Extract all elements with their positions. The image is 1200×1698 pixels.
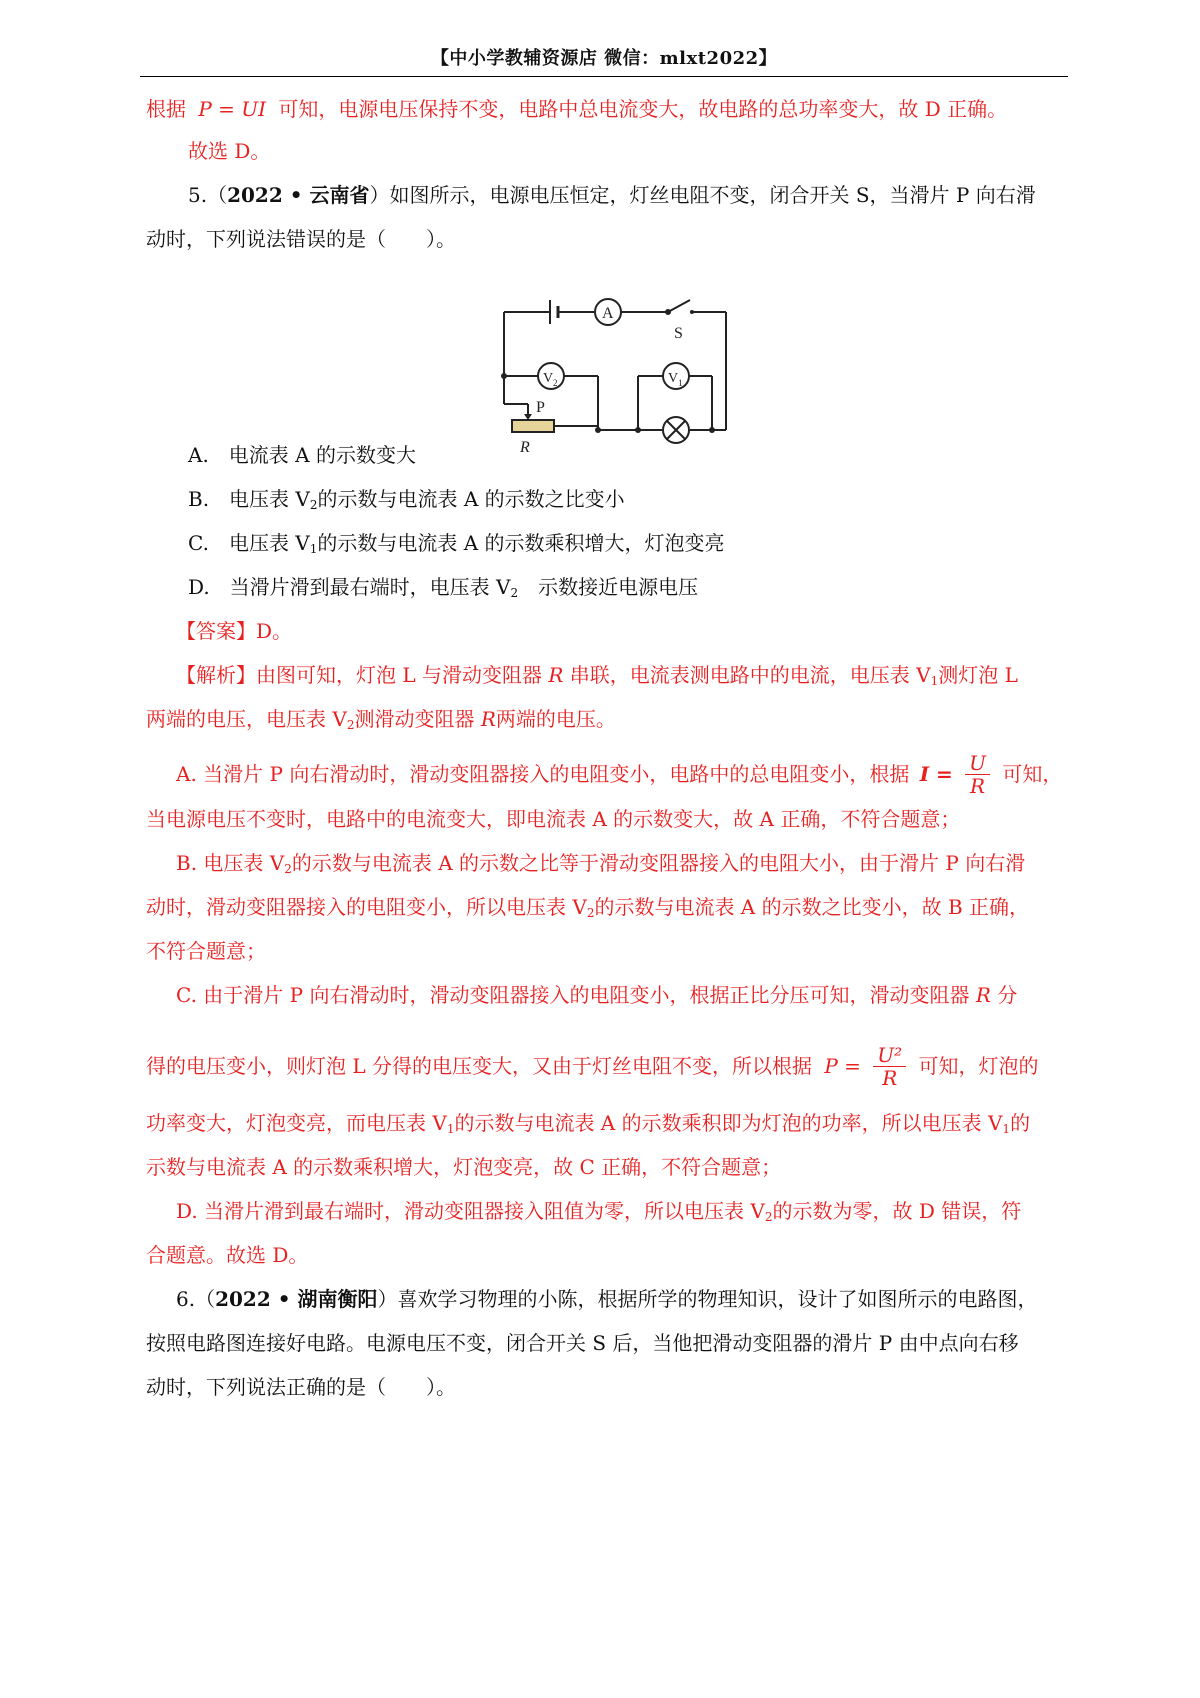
q5-answer <box>176 618 292 644</box>
q6-stem-line2: 按照电路图连接好电路。电源电压不变，闭合开关 S 后，当他把滑动变阻器的滑片 P 由中点向右移 <box>146 1331 1019 1355</box>
q5-analysis-line2: 两端的电压，电压表 $V_2$测滑动变阻器 R两端的电压。 <box>146 707 616 732</box>
q5-analysis-c2: 得的电压变小，则灯泡 L 分得的电压变大，又由于灯丝电阻不变，所以根据 P = $\frac{\text{U²}}{R}$ 可知，灯泡的 <box>146 1043 1039 1090</box>
q5-stem-line1 <box>188 182 1036 208</box>
slider-label: P <box>536 399 545 416</box>
rheostat-body <box>512 420 554 432</box>
q5-analysis-c4: 示数与电流表 A 的示数乘积增大，灯泡变亮，故 C 正确，不符合题意； <box>146 1155 782 1179</box>
prev-formula: P = UI <box>198 97 267 121</box>
q5-circuit-diagram <box>498 292 758 468</box>
v1-label: V <box>668 371 679 386</box>
q5-analysis-c3: 功率变大，灯泡变亮，而电压表 $V_1$的示数与电流表 A 的示数乘积即为灯泡的功率，所以电压表 $V_1$的 <box>146 1111 1031 1136</box>
analysis-label: 【解析】 <box>176 663 256 687</box>
q5-stem-line2: 动时，下列说法错误的是（ ）。 <box>146 227 456 251</box>
q5-analysis-a2: 当电源电压不变时，电路中的电流变大，即电流表 A 的示数变大，故 A 正确，不符合题意； <box>146 807 961 831</box>
prev-text-a: 根据 <box>146 97 186 121</box>
q5-option-a: A. 电流表 A 的示数变大 <box>188 443 416 467</box>
answer-value: D。 <box>256 619 293 643</box>
q5-source: 2022 • 云南省 <box>227 183 370 207</box>
q5-analysis-b1: B. 电压表 $V_2$的示数与电流表 A 的示数之比等于滑动变阻器接入的电阻大小，由于滑片 P 向右滑 <box>176 851 1026 876</box>
q5-analysis-c1: C. 由于滑片 P 向右滑动时，滑动变阻器接入的电阻变小，根据正比分压可知，滑动变阻器 R 分 <box>176 983 1018 1007</box>
q5-analysis-d2: 合题意。故选 D。 <box>146 1243 309 1267</box>
answer-label: 【答案】 <box>176 619 256 643</box>
q6-source: 2022 • 湖南衡阳 <box>215 1287 378 1311</box>
switch-label: S <box>674 325 683 342</box>
page-header: 【中小学教辅资源店 微信：mlxt2022】 <box>430 48 778 69</box>
q6-stem-line1: 6.（2022 • 湖南衡阳）喜欢学习物理的小陈，根据所学的物理知识，设计了如图所示的电路图， <box>176 1287 1038 1311</box>
q5-analysis-b3: 不符合题意； <box>146 939 266 963</box>
q5-option-d: D. 当滑片滑到最右端时，电压表 $V_2$ 示数接近电源电压 <box>188 575 699 600</box>
v1-sub: 1 <box>678 378 683 388</box>
q5-analysis-a1: A. 当滑片 P 向右滑动时，滑动变阻器接入的电阻变小，电路中的总电阻变小，根据 I = $\frac{U}{R}$ 可知， <box>176 751 1063 798</box>
prev-text-b: 可知，电源电压保持不变，电路中总电流变大，故电路的总功率变大，故 D 正确。 <box>278 97 1008 121</box>
q6-number: 6.（ <box>176 1287 216 1311</box>
v2-sub: 2 <box>553 378 558 388</box>
q5-analysis-d1: D. 当滑片滑到最右端时，滑动变阻器接入阻值为零，所以电压表 $V_2$的示数为零，故 D 错误，符 <box>176 1199 1022 1224</box>
switch-blade <box>668 300 690 312</box>
prev-conclusion-line <box>146 96 1007 122</box>
q5-option-c: C. 电压表 $V_1$的示数与电流表 A 的示数乘积增大，灯泡变亮 <box>188 531 725 556</box>
rheostat-label: R <box>520 439 530 456</box>
q5-analysis-b2: 动时，滑动变阻器接入的电阻变小，所以电压表 $V_2$的示数与电流表 A 的示数之比变小，故 B 正确， <box>146 895 1030 920</box>
q5-number: 5.（ <box>188 183 228 207</box>
ammeter-label: A <box>602 305 614 322</box>
q6-stem-line3: 动时，下列说法正确的是（ ）。 <box>146 1375 456 1399</box>
q5-analysis-line1: 【解析】由图可知，灯泡 L 与滑动变阻器 R 串联，电流表测电路中的电流，电压表 $V_1$测灯泡 L <box>176 663 1018 688</box>
v2-label: V <box>543 371 554 386</box>
q5-stem-text1: ）如图所示，电源电压恒定，灯丝电阻不变，闭合开关 S，当滑片 P 向右滑 <box>369 183 1036 207</box>
header-rule <box>140 76 1068 77</box>
prev-choice: 故选 D。 <box>188 139 271 163</box>
q5-option-b: B. 电压表 $V_2$的示数与电流表 A 的示数之比变小 <box>188 487 625 512</box>
